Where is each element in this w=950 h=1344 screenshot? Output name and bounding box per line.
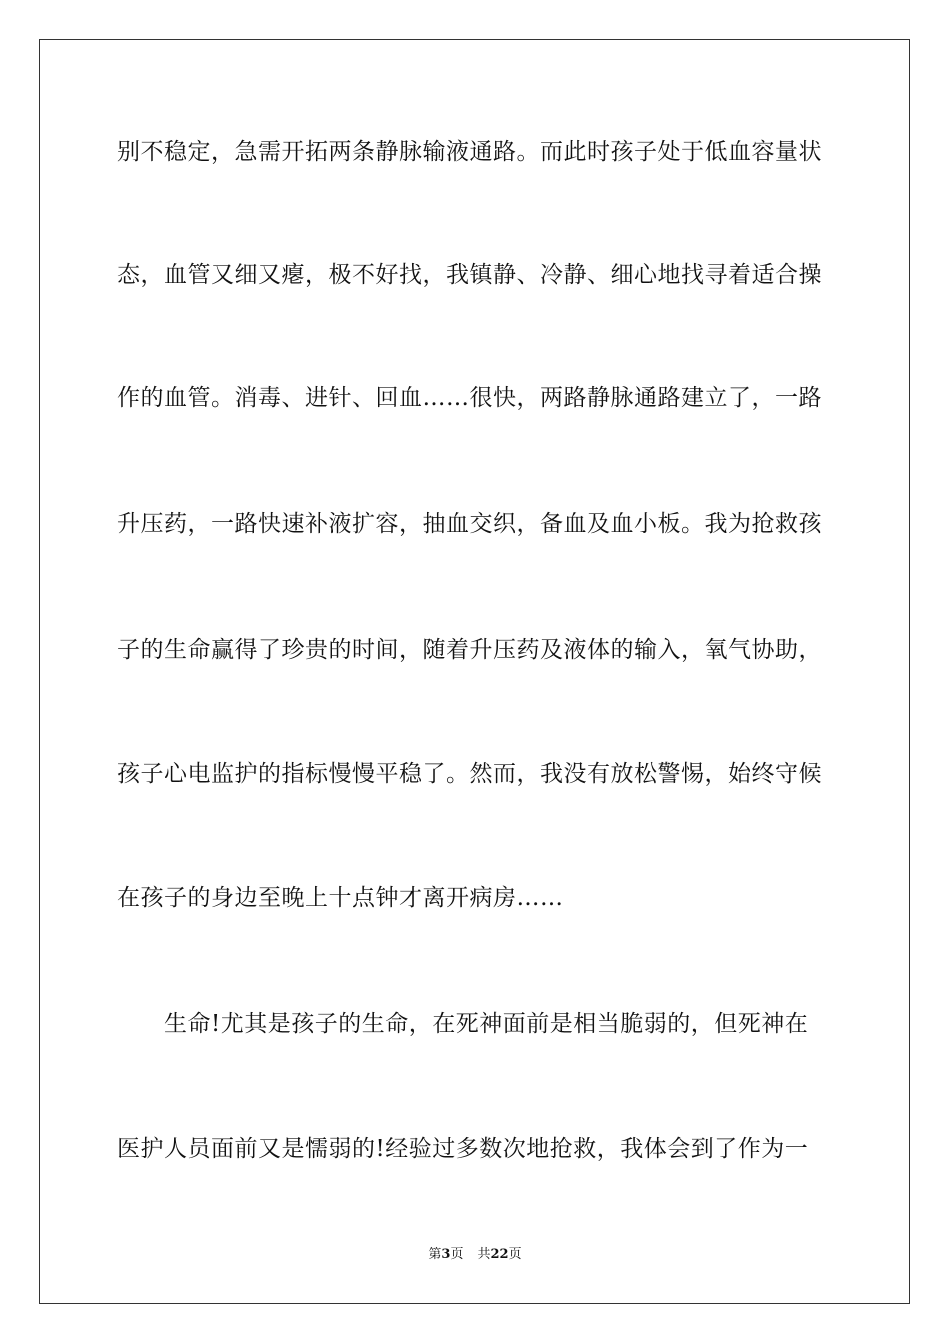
page-number: 3	[441, 1247, 451, 1262]
page-footer	[0, 1246, 950, 1264]
page-prefix: 第	[428, 1247, 442, 1262]
body-text-line: 别不稳定，急需开拓两条静脉输液通路。而此时孩子处于低血容量状	[117, 139, 822, 165]
body-text-line: 在孩子的身边至晚上十点钟才离开病房……	[117, 885, 564, 911]
total-prefix: 共	[477, 1247, 491, 1262]
body-text-line: 态，血管又细又瘪，极不好找，我镇静、冷静、细心地找寻着适合操	[117, 262, 822, 288]
page-border	[39, 39, 910, 1304]
body-text-line: 孩子心电监护的指标慢慢平稳了。然而，我没有放松警惕，始终守候	[117, 761, 822, 787]
body-text-line: 子的生命赢得了珍贵的时间，随着升压药及液体的输入，氧气协助，	[117, 637, 822, 663]
body-text-line: 生命!尤其是孩子的生命，在死神面前是相当脆弱的，但死神在	[117, 1011, 809, 1037]
body-text-line: 医护人员面前又是懦弱的!经验过多数次地抢救，我体会到了作为一	[117, 1136, 809, 1162]
body-text-line: 作的血管。消毒、进针、回血……很快，两路静脉通路建立了，一路	[117, 385, 822, 411]
page-suffix: 页	[450, 1247, 464, 1262]
total-suffix: 页	[508, 1247, 522, 1262]
total-pages: 22	[490, 1247, 509, 1262]
body-text-line: 升压药，一路快速补液扩容，抽血交织，备血及血小板。我为抢救孩	[117, 511, 822, 537]
